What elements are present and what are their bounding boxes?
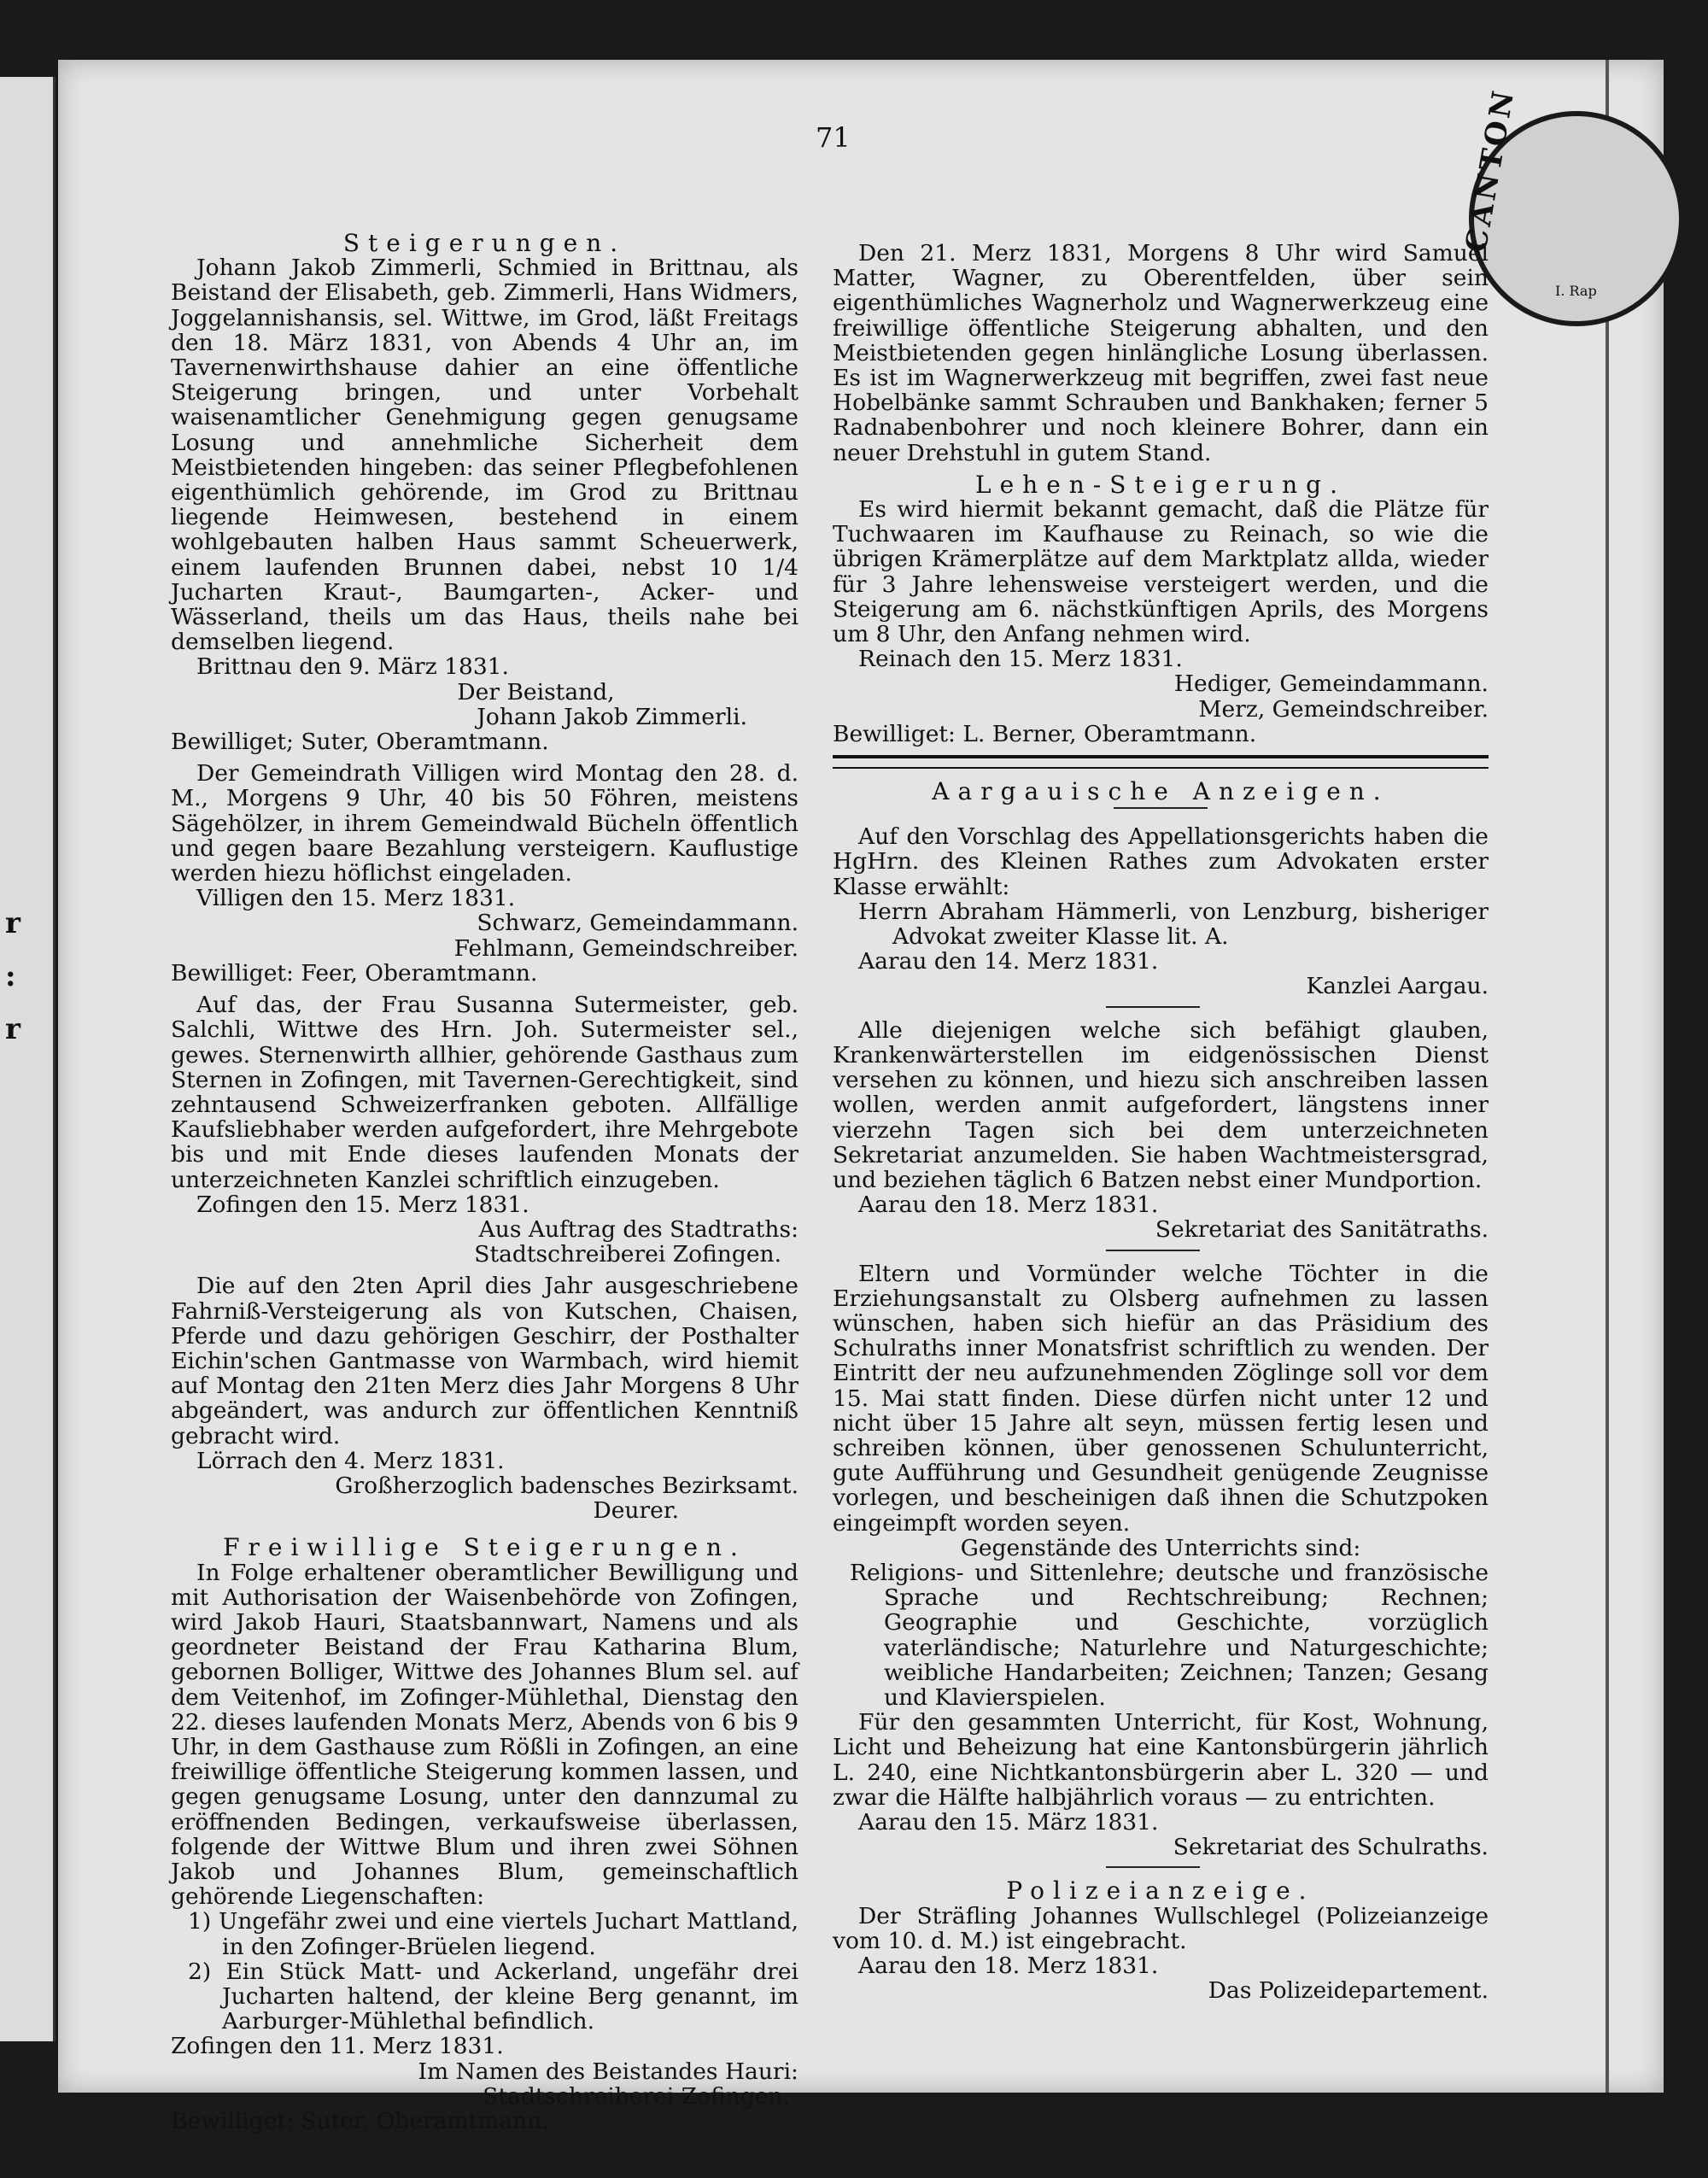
- notice-hauri-item2: 2) Ein Stück Matt- und Ackerland, ungefähr drei Jucharten haltend, der kleine Berg genannt, im Aarburger-Mühlethal befindlich.: [188, 1958, 798, 2035]
- notice-hauri-sig2: Stadtschreiberei Zofingen.: [483, 2082, 790, 2110]
- notice-zimmerli-sig1: Der Beistand,: [457, 678, 615, 706]
- notice-zimmerli-sig2: Johann Jakob Zimmerli.: [477, 703, 747, 730]
- notice-zimmerli-date: Brittnau den 9. März 1831.: [196, 653, 509, 681]
- heading-freiwillige: Freiwillige Steigerungen.: [223, 1533, 746, 1562]
- notice-olsberg-subjects-title: Gegenstände des Unterrichts sind:: [960, 1534, 1361, 1561]
- notice-advokat-date: Aarau den 14. Merz 1831.: [858, 948, 1159, 975]
- notice-villigen-approved: Bewilliget: Feer, Oberamtmann.: [171, 959, 538, 987]
- notice-reinach-sig2: Merz, Gemeindschreiber.: [1198, 695, 1489, 723]
- notice-matter-body: Den 21. Merz 1831, Morgens 8 Uhr wird Samuel Matter, Wagner, zu Oberentfelden, über sein eigenthümliches Wagnerholz und Wagnerwerkzeug eine freiwillige öffentliche Steigerung abhalten, und den Meistbietenden gegen hinlängliche Losung überlassen. Es ist im Wagnerwerkzeug mit begriffen, zwei fast neue Hobelbänke sammt Schrauben und Bankhaken; ferner 5 Radnabenbohrer und noch kleinere Bohrer, dann ein neuer Drehstuhl in gutem Stand.: [833, 240, 1489, 466]
- notice-rule-3: [1106, 1866, 1200, 1868]
- notice-rule-2: [1106, 1250, 1200, 1251]
- notice-villigen-sig2: Fehlmann, Gemeindschreiber.: [453, 934, 798, 962]
- section-divider: [833, 755, 1489, 769]
- notice-advokat-sig1: Kanzlei Aargau.: [1306, 973, 1489, 1000]
- notice-sternen-date: Zofingen den 15. Merz 1831.: [196, 1191, 529, 1218]
- stamp-text: CANTON: [1459, 85, 1522, 255]
- notice-kranken-date: Aarau den 18. Merz 1831.: [858, 1191, 1159, 1219]
- notice-hauri-approved: Bewilliget: Suter, Oberamtmann.: [171, 2108, 549, 2135]
- left-column: [171, 231, 798, 2134]
- notice-olsberg-subjects: Religions- und Sittenlehre; deutsche und französische Sprache und Rechtschreibung; Rechnen; Geographie und Geschichte, vorzüglich vaterländische; Naturlehre und Naturgeschichte; weibliche Handarbeiten; Zeichnen; Tanzen; Gesang und Klavierspielen.: [850, 1559, 1489, 1711]
- notice-advokat-body: Auf den Vorschlag des Appellationsgerichts haben die HgHrn. des Kleinen Rathes zum Advokaten erster Klasse erwählt:: [833, 823, 1489, 900]
- page-edge: [1606, 60, 1609, 2093]
- notice-hauri-sig1: Im Namen des Beistandes Hauri:: [418, 2058, 798, 2085]
- previous-page-edge: [0, 77, 56, 2041]
- stamp-subtext: I. Rap: [1555, 283, 1597, 299]
- notice-advokat-person: Herrn Abraham Hämmerli, von Lenzburg, bisheriger Advokat zweiter Klasse lit. A.: [858, 898, 1489, 951]
- notice-villigen-date: Villigen den 15. Merz 1831.: [196, 885, 516, 912]
- library-stamp: [1459, 85, 1684, 326]
- notice-sternen-sig1: Aus Auftrag des Stadtraths:: [478, 1215, 798, 1243]
- notice-polizei-sig1: Das Polizeidepartement.: [1208, 1977, 1489, 2005]
- notice-olsberg-fees: Für den gesammten Unterricht, für Kost, Wohnung, Licht und Beheizung hat eine Kantonsbürgerin jährlich L. 240, eine Nichtkantonsbürgerin aber L. 320 — und zwar die Hälfte halbjährlich voraus — zu entrichten.: [833, 1709, 1489, 1811]
- notice-olsberg-body: Eltern und Vormünder welche Töchter in die Erziehungsanstalt zu Olsberg aufnehmen zu lassen wünschen, haben sich hiefür an das Präsidium des Schulraths inner Monatsfrist schriftlich zu wenden. Der Eintritt der neu aufzunehmenden Zöglinge soll vor dem 15. Mai statt finden. Diese dürfen nicht unter 12 und nicht über 15 Jahre alt seyn, müssen fertig lesen und schreiben können, über genossenen Schulunterricht, gute Aufführung und Gesundheit genügende Zeugnisse vorlegen, und bescheinigen daß ihnen die Schutzpoken eingeimpft worden seyen.: [833, 1260, 1489, 1537]
- notice-polizei-body: Der Sträfling Johannes Wullschlegel (Polizeianzeige vom 10. d. M.) ist eingebracht.: [833, 1902, 1489, 1954]
- right-column: [833, 241, 1489, 2003]
- notice-reinach-approved: Bewilliget: L. Berner, Oberamtmann.: [833, 720, 1257, 747]
- notice-reinach-body: Es wird hiermit bekannt gemacht, daß die Plätze für Tuchwaaren im Kaufhause zu Reinach, so wie die übrigen Krämerplätze auf dem Marktplatz allda, wieder für 3 Jahre lehensweise versteigert werden, und die Steigerung am 6. nächstkünftigen Aprils, des Morgens um 8 Uhr, den Anfang nehmen wird.: [833, 496, 1489, 648]
- notice-reinach-sig1: Hediger, Gemeindammann.: [1173, 670, 1489, 698]
- notice-hauri-date: Zofingen den 11. Merz 1831.: [171, 2033, 504, 2060]
- notice-olsberg-date: Aarau den 15. März 1831.: [858, 1808, 1159, 1835]
- notice-hauri-body: In Folge erhaltener oberamtlicher Bewilligung und mit Authorisation der Waisenbehörde von Zofingen, wird Jakob Hauri, Staatsbannwart, Namens und als geordneter Beistand der Frau Katharina Blum, gebornen Bolliger, Wittwe des Johannes Blum sel. auf dem Veitenhof, im Zofinger-Mühlethal, Dienstag den 22. dieses laufenden Monats Merz, Abends von 6 bis 9 Uhr, in dem Gasthause zum Rößli in Zofingen, an eine freiwillige öffentliche Steigerung kommen lassen, und gegen genugsame Losung, unter den dannzumal zu eröffnenden Bedingen, verkaufsweise überlassen, folgende der Wittwe Blum und ihren zwei Söhnen Jakob und Johannes Blum, gemeinschaftlich gehörende Liegenschaften:: [171, 1559, 798, 1911]
- notice-loerrach-sig2: Deurer.: [593, 1497, 679, 1525]
- notice-kranken-body: Alle diejenigen welche sich befähigt glauben, Krankenwärterstellen im eidgenössischen Dienst versehen zu können, und hiezu sich anschreiben lassen wollen, werden anmit aufgefordert, längstens inner vierzehn Tagen sich bei dem unterzeichneten Sekretariat anzumelden. Sie haben Wachtmeistersgrad, und beziehen täglich 6 Batzen nebst einer Mundportion.: [833, 1016, 1489, 1193]
- notice-villigen-sig1: Schwarz, Gemeindammann.: [477, 910, 798, 937]
- notice-sternen-sig2: Stadtschreiberei Zofingen.: [474, 1241, 781, 1268]
- notice-loerrach-date: Lörrach den 4. Merz 1831.: [196, 1447, 505, 1474]
- heading-lehen-steigerung: Lehen-Steigerung.: [975, 470, 1346, 499]
- notice-sternen-body: Auf das, der Frau Susanna Sutermeister, geb. Salchli, Wittwe des Hrn. Joh. Sutermeister sel., gewes. Sternenwirth allhier, gehörende Gasthaus zum Sternen in Zofingen, mit Tavernen-Gerechtigkeit, sind zehntausend Schweizerfranken geboten. Allfällige Kaufsliebhaber werden aufgefordert, ihre Mehrgebote bis und mit Ende dieses laufenden Monats der unterzeichneten Kanzlei schriftlich einzugeben.: [171, 992, 798, 1193]
- heading-rule: [1114, 807, 1208, 809]
- heading-steigerungen: Steigerungen.: [342, 229, 627, 257]
- notice-loerrach-body: Die auf den 2ten April dies Jahr ausgeschriebene Fahrniß-Versteigerung als von Kutschen, Chaisen, Pferde und dazu gehörigen Geschirr, der Posthalter Eichin'schen Gantmasse von Warmbach, wird hiemit auf Montag den 21ten Merz dies Jahr Morgens 8 Uhr abgeändert, was andurch zur öffentlichen Kenntniß gebracht wird.: [171, 1273, 798, 1449]
- previous-page-marks: r : r: [5, 906, 20, 1046]
- notice-hauri-item1: 1) Ungefähr zwei und eine viertels Juchart Mattland, in den Zofinger-Brüelen liegend.: [188, 1908, 798, 1960]
- heading-polizeianzeige: Polizeianzeige.: [1006, 1876, 1315, 1906]
- notice-zimmerli-approved: Bewilliget; Suter, Oberamtmann.: [171, 729, 549, 756]
- notice-villigen-body: Der Gemeindrath Villigen wird Montag den 28. d. M., Morgens 9 Uhr, 40 bis 50 Föhren, meistens Sägehölzer, in ihrem Gemeindwald Bücheln öffentlich und gegen baare Bezahlung versteigern. Kauflustige werden hiezu höflichst eingeladen.: [171, 760, 798, 887]
- heading-aargauische-anzeigen: Aargauische Anzeigen.: [932, 777, 1389, 806]
- notice-reinach-date: Reinach den 15. Merz 1831.: [858, 646, 1183, 673]
- notice-loerrach-sig1: Großherzoglich badensches Bezirksamt.: [335, 1472, 798, 1499]
- notice-kranken-sig1: Sekretariat des Sanitätraths.: [1155, 1216, 1489, 1244]
- notice-olsberg-sig1: Sekretariat des Schulraths.: [1173, 1834, 1489, 1861]
- notice-zimmerli-body: Johann Jakob Zimmerli, Schmied in Brittnau, als Beistand der Elisabeth, geb. Zimmerli, Hans Widmers, Joggelannishansis, sel. Wittwe, im Grod, läßt Freitags den 18. März 1831, von Abends 4 Uhr an, im Tavernenwirthshause dahier an eine öffentliche Steigerung bringen, und unter Vorbehalt waisenamtlicher Genehmigung gegen genugsame Losung und annehmliche Sicherheit dem Meistbietenden hingeben: das seiner Pflegbefohlenen eigenthümlich gehörende, im Grod zu Brittnau liegende Heimwesen, bestehend in einem wohlgebauten halben Haus sammt Scheuerwerk, einem laufenden Brunnen dabei, nebst 10 1/4 Jucharten Kraut-, Baumgarten-, Acker- und Wässerland, theils um das Haus, theils nahe bei demselben liegend.: [171, 255, 798, 656]
- notice-polizei-date: Aarau den 18. Merz 1831.: [858, 1953, 1159, 1979]
- page-number: 71: [816, 121, 851, 154]
- notice-rule-1: [1106, 1006, 1200, 1008]
